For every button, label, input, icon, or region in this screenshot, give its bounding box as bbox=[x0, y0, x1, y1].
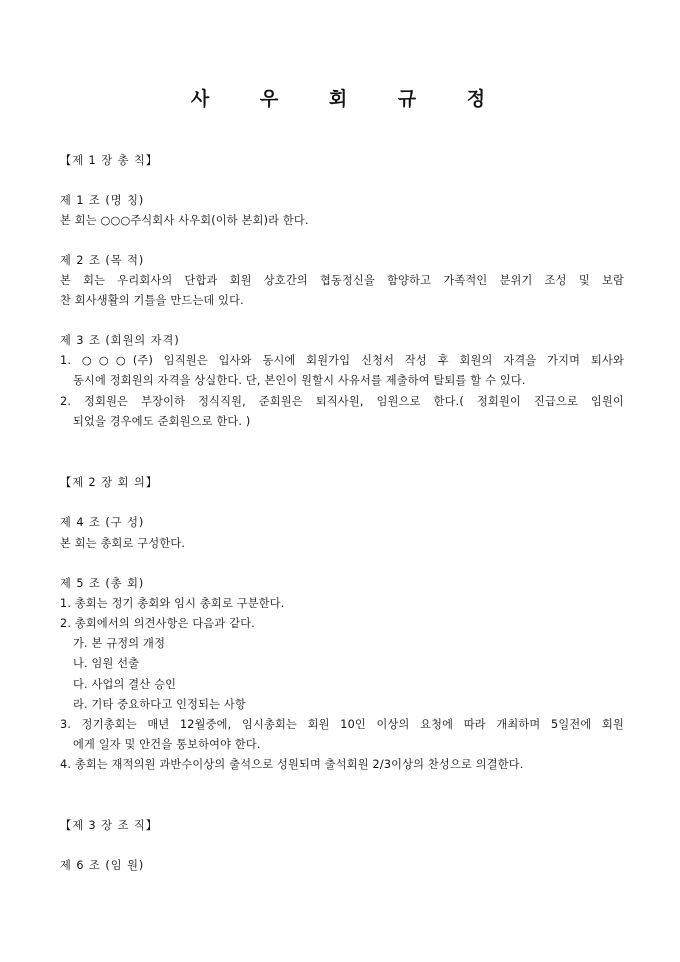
article-3-item-1-line-1: 1. ○○○(주) 임직원은 입사와 동시에 회원가입 신청서 작성 후 회원의 자격을 가지며 퇴사와 bbox=[60, 354, 624, 367]
article-2-body-line-1: 본 회는 우리회사의 단합과 회원 상호간의 협동정신을 함양하고 가족적인 분위기 조성 및 보람 bbox=[60, 274, 624, 287]
article-6-heading: 제 6 조 (임 원) bbox=[60, 859, 145, 872]
document-title: 사 우 회 규 정 bbox=[190, 88, 508, 110]
article-4-body: 본 회는 총회로 구성한다. bbox=[60, 537, 186, 550]
article-1-body: 본 회는 ○○○주식회사 사우회(이하 본회)라 한다. bbox=[60, 214, 309, 227]
article-5-item-2: 2. 총회에서의 의견사항은 다음과 같다. bbox=[60, 617, 255, 630]
article-3-heading: 제 3 조 (회원의 자격) bbox=[60, 334, 180, 347]
article-5-item-4: 4. 총회는 재적의원 과반수이상의 출석으로 성원되며 출석회원 2/3이상의 찬성으로 의결한다. bbox=[60, 758, 524, 771]
article-5-heading: 제 5 조 (총 회) bbox=[60, 577, 145, 590]
article-3-item-2-line-1: 2. 정회원은 부장이하 정식직원, 준회원은 퇴직사원, 임원으로 한다.( 정회원이 진급으로 임원이 bbox=[60, 395, 624, 408]
chapter-1-heading: 【제 1 장 총 칙】 bbox=[60, 154, 158, 167]
article-2-body-line-2: 찬 회사생활의 기틀을 만드는데 있다. bbox=[60, 294, 244, 307]
article-5-item-1: 1. 총회는 정기 총회와 임시 총회로 구분한다. bbox=[60, 597, 285, 610]
article-3-item-2-line-2: 되었을 경우에도 준회원으로 한다. ) bbox=[73, 415, 251, 428]
article-5-subitem-ra: 라. 기타 중요하다고 인정되는 사항 bbox=[73, 698, 246, 711]
chapter-2-heading: 【제 2 장 회 의】 bbox=[60, 476, 158, 489]
article-2-heading: 제 2 조 (목 적) bbox=[60, 254, 145, 267]
article-5-subitem-na: 나. 임원 선출 bbox=[73, 657, 140, 670]
article-5-item-3-line-1: 3. 정기총회는 매년 12월중에, 임시총회는 회원 10인 이상의 요청에 따라 개최하며 5일전에 회원 bbox=[60, 718, 624, 731]
article-3-item-1-line-2: 동시에 정회원의 자격을 상실한다. 단, 본인이 원할시 사유서를 제출하여 탈퇴를 할 수 있다. bbox=[73, 374, 526, 387]
article-1-heading: 제 1 조 (명 칭) bbox=[60, 194, 145, 207]
chapter-3-heading: 【제 3 장 조 직】 bbox=[60, 819, 158, 832]
article-4-heading: 제 4 조 (구 성) bbox=[60, 516, 145, 529]
article-5-subitem-ga: 가. 본 규정의 개정 bbox=[73, 637, 166, 650]
article-5-item-3-line-2: 에게 일자 및 안건을 통보하여야 한다. bbox=[73, 738, 261, 751]
article-5-subitem-da: 다. 사업의 결산 승인 bbox=[73, 678, 177, 691]
